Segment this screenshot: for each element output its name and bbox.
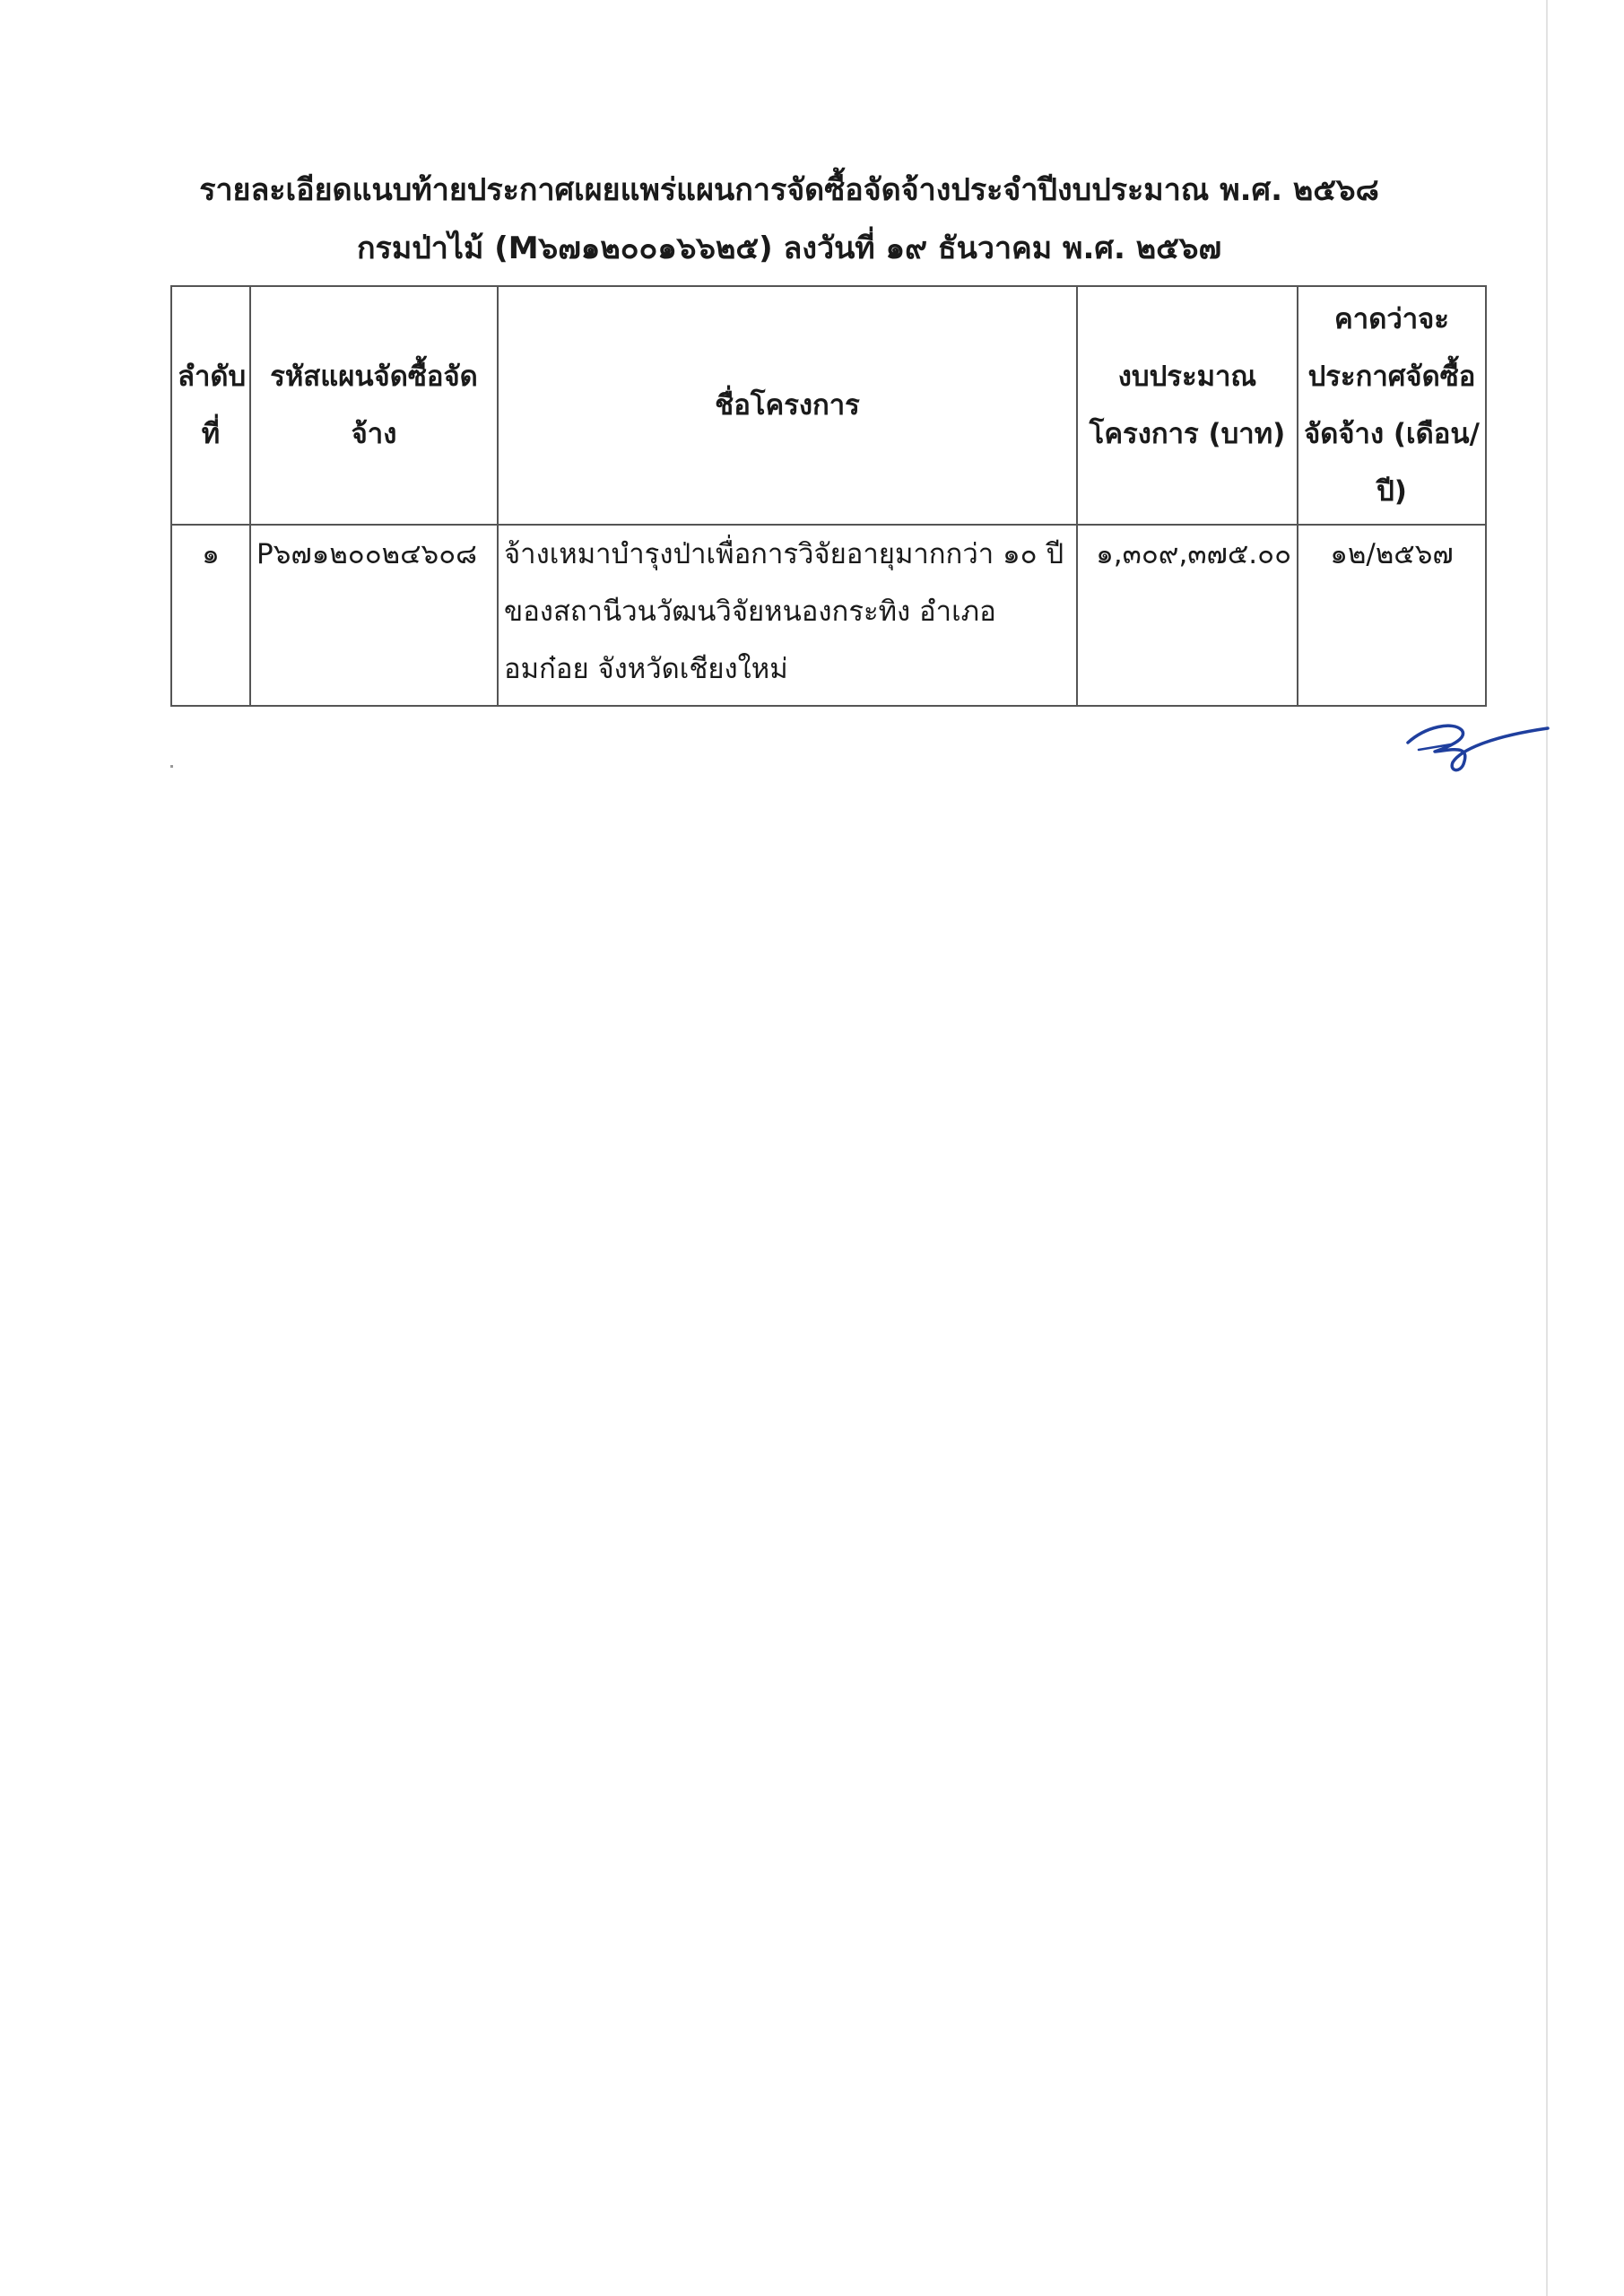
document-subtitle: กรมป่าไม้ (M๖๗๑๒๐๐๑๖๖๒๕) ลงวันที่ ๑๙ ธันวาคม พ.ศ. ๒๕๖๗	[356, 230, 1222, 266]
row-budget: ๑,๓๐๙,๓๗๕.๐๐	[1077, 525, 1298, 706]
row-number: ๑	[171, 525, 250, 706]
document-title: รายละเอียดแนบท้ายประกาศเผยแพร่แผนการจัดซื้อจัดจ้างประจำปีงบประมาณ พ.ศ. ๒๕๖๘	[199, 172, 1379, 208]
column-header-budget: งบประมาณโครงการ (บาท)	[1077, 286, 1298, 525]
table-row	[171, 525, 1486, 706]
procurement-plan-table	[170, 285, 1487, 707]
scan-speck	[170, 765, 173, 768]
handwritten-signature	[1399, 709, 1551, 780]
column-header-project-name: ชื่อโครงการ	[498, 286, 1077, 525]
column-header-expected-date: คาดว่าจะประกาศจัดซื้อจัดจ้าง (เดือน/ปี)	[1298, 286, 1486, 525]
column-header-plan-code: รหัสแผนจัดซื้อจัดจ้าง	[250, 286, 498, 525]
row-project-name: จ้างเหมาบำรุงป่าเพื่อการวิจัยอายุมากกว่า ๑๐ ปี ของสถานีวนวัฒนวิจัยหนองกระทิง อำเภออมก๋อย จังหวัดเชียงใหม่	[498, 525, 1077, 706]
row-expected-date: ๑๒/๒๕๖๗	[1298, 525, 1486, 706]
column-header-number: ลำดับที่	[171, 286, 250, 525]
scan-page-edge	[1546, 0, 1548, 2296]
table-header-row	[171, 286, 1486, 525]
row-plan-code: P๖๗๑๒๐๐๒๔๖๐๘	[250, 525, 498, 706]
